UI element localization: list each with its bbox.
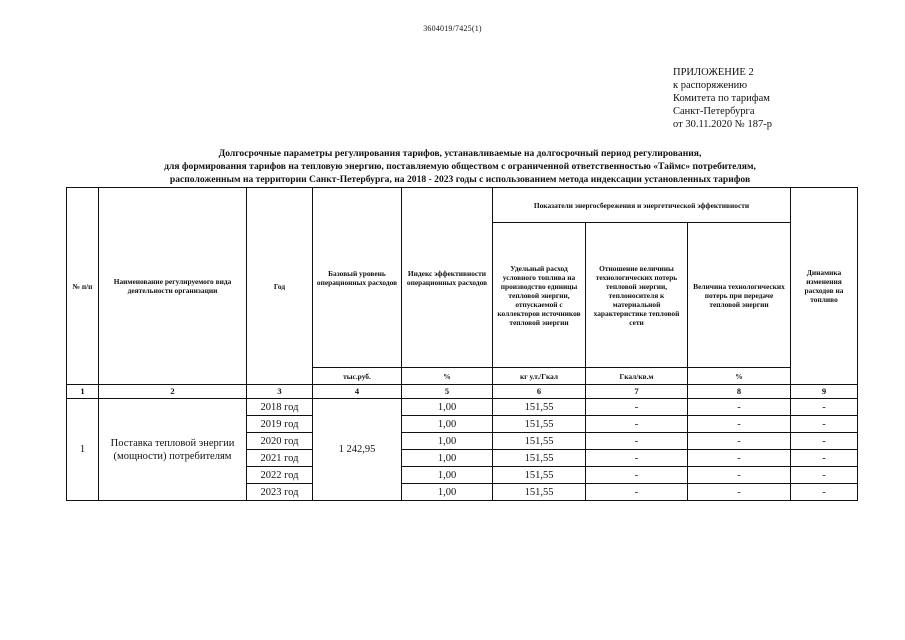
column-number: 7 [586, 385, 688, 399]
column-number: 8 [688, 385, 791, 399]
year-cell: 2018 год [247, 399, 313, 416]
losses-cell: - [688, 467, 791, 484]
header-fuel-consumption: Удельный расход условного топлива на производство единицы тепловой энергии, отпускаемой с коллекторов источников тепловой энергии [493, 223, 586, 368]
appendix-line: Санкт-Петербурга [673, 106, 755, 117]
year-cell: 2023 год [247, 484, 313, 501]
appendix-line: к распоряжению [673, 80, 748, 91]
dynamics-cell: - [791, 484, 858, 501]
header-year: Год [247, 188, 313, 385]
unit-percent: % [402, 368, 493, 385]
column-number: 3 [247, 385, 313, 399]
fuel-cell: 151,55 [493, 450, 586, 467]
year-cell: 2021 год [247, 450, 313, 467]
dynamics-cell: - [791, 467, 858, 484]
unit-kg-per-gcal: кг у.т./Гкал [493, 368, 586, 385]
ratio-cell: - [586, 416, 688, 433]
column-number: 1 [67, 385, 99, 399]
dynamics-cell: - [791, 450, 858, 467]
column-number: 4 [313, 385, 402, 399]
header-losses-ratio: Отношение величины технологических потерь тепловой энергии, теплоносителя к материальной характеристике тепловой сети [586, 223, 688, 368]
losses-cell: - [688, 450, 791, 467]
column-number: 6 [493, 385, 586, 399]
header-efficiency-index: Индекс эффективности операционных расходов [402, 188, 493, 368]
title-line: Долгосрочные параметры регулирования тарифов, устанавливаемые на долгосрочный период регулирования, [218, 148, 702, 159]
index-cell: 1,00 [402, 399, 493, 416]
unit-gcal-per-sqm: Гкал/кв.м [586, 368, 688, 385]
title-line: расположенным на территории Санкт-Петербурга, на 2018 - 2023 годы с использованием метода индексации установленных тарифов [169, 174, 751, 185]
losses-cell: - [688, 416, 791, 433]
header-transfer-losses: Величина технологических потерь при передаче тепловой энергии [688, 223, 791, 368]
index-cell: 1,00 [402, 450, 493, 467]
row-number-cell: 1 [67, 399, 99, 501]
dynamics-cell: - [791, 399, 858, 416]
document-title [60, 147, 860, 186]
fuel-cell: 151,55 [493, 467, 586, 484]
unit-thousand-rub: тыс.руб. [313, 368, 402, 385]
appendix-heading: ПРИЛОЖЕНИЕ 2 [673, 67, 754, 78]
column-number: 2 [99, 385, 247, 399]
dynamics-cell: - [791, 416, 858, 433]
header-number: № п/п [67, 188, 99, 385]
appendix-line: Комитета по тарифам [673, 93, 770, 104]
title-line: для формирования тарифов на тепловую энергию, поставляемую обществом с ограниченной ответственностью «Таймс» потребителям, [164, 161, 756, 172]
index-cell: 1,00 [402, 416, 493, 433]
column-number: 9 [791, 385, 858, 399]
index-cell: 1,00 [402, 433, 493, 450]
appendix-block [673, 66, 772, 131]
base-level-cell: 1 242,95 [313, 399, 402, 501]
header-base-level: Базовый уровень операционных расходов [313, 188, 402, 368]
header-group-energy-saving: Показатели энергосбережения и энергетической эффективности [493, 188, 791, 223]
header-fuel-dynamics: Динамика изменения расходов на топливо [791, 188, 858, 385]
parameters-table [66, 187, 858, 501]
ratio-cell: - [586, 433, 688, 450]
year-cell: 2022 год [247, 467, 313, 484]
ratio-cell: - [586, 399, 688, 416]
ratio-cell: - [586, 484, 688, 501]
activity-name-cell: Поставка тепловой энергии (мощности) потребителям [99, 399, 247, 501]
index-cell: 1,00 [402, 484, 493, 501]
column-number: 5 [402, 385, 493, 399]
index-cell: 1,00 [402, 467, 493, 484]
dynamics-cell: - [791, 433, 858, 450]
losses-cell: - [688, 433, 791, 450]
fuel-cell: 151,55 [493, 433, 586, 450]
year-cell: 2019 год [247, 416, 313, 433]
ratio-cell: - [586, 450, 688, 467]
fuel-cell: 151,55 [493, 416, 586, 433]
ratio-cell: - [586, 467, 688, 484]
losses-cell: - [688, 399, 791, 416]
appendix-date: от 30.11.2020 № 187-р [673, 119, 772, 130]
fuel-cell: 151,55 [493, 484, 586, 501]
table-row [67, 399, 858, 416]
document-id: 3604019/7425(1) [423, 24, 482, 33]
header-activity: Наименование регулируемого вида деятельности организации [99, 188, 247, 385]
losses-cell: - [688, 484, 791, 501]
fuel-cell: 151,55 [493, 399, 586, 416]
year-cell: 2020 год [247, 433, 313, 450]
unit-percent: % [688, 368, 791, 385]
